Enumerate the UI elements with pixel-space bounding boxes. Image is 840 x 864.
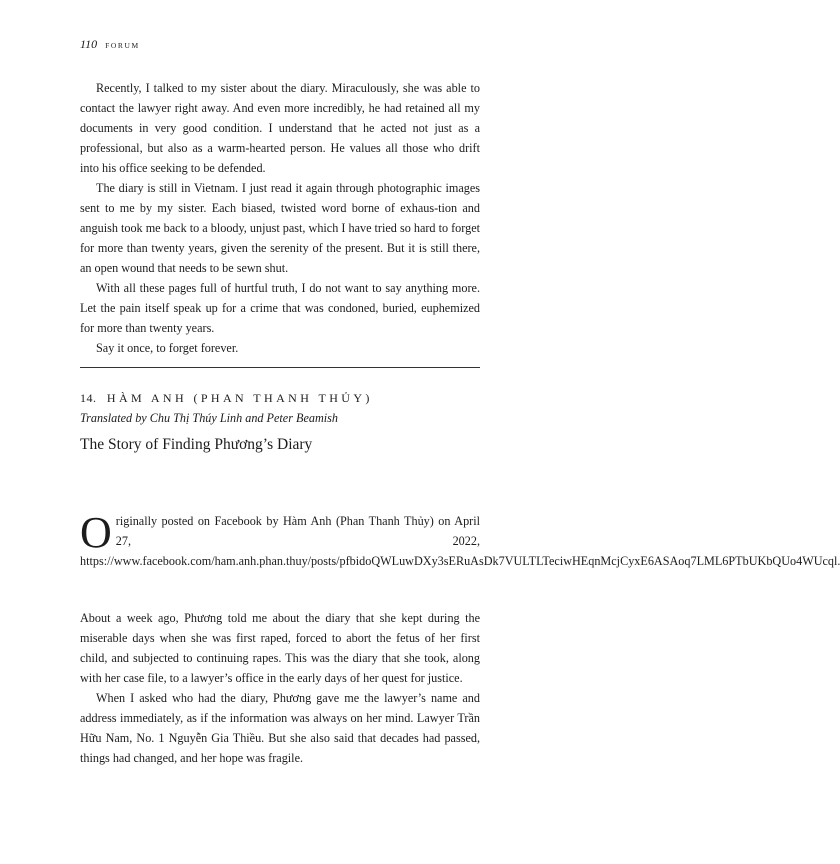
- opening-paragraph: [80, 508, 840, 571]
- top-text-block: [80, 78, 480, 358]
- section-title: FORUM: [105, 41, 140, 50]
- paragraph: Say it once, to forget forever.: [96, 341, 239, 355]
- page-number: 110: [80, 37, 98, 51]
- paragraph: When I asked who had the diary, Phương gave me the lawyer’s name and address immediately, as if the information was always on her mind. Lawyer Trần Hữu Nam, No. 1 Nguyễn Gia Thiều. But she also said that decades had passed, things had changed, and her hope was fragile.: [80, 691, 480, 765]
- chapter-number: 14.: [80, 391, 97, 405]
- story-title: The Story of Finding Phương’s Diary: [80, 436, 313, 453]
- chapter-author: HÀM ANH (PHAN THANH THỦY): [106, 391, 373, 405]
- chapter-heading: [80, 391, 373, 406]
- paragraph: Recently, I talked to my sister about the diary. Miraculously, she was able to contact the lawyer right away. And even more incredibly, he had retained all my documents in very good condition. I understand that he acted not just as a professional, but also as a warm-hearted person. He values all those who drift into his office seeking to be defended.: [80, 81, 480, 175]
- bottom-text-block: [80, 608, 480, 768]
- paragraph: With all these pages full of hurtful truth, I do not want to say anything more. Let the pain itself speak up for a crime that was condoned, buried, euphemized for more than twenty years.: [80, 281, 480, 335]
- paragraph: The diary is still in Vietnam. I just read it again through photographic images sent to me by my sister. Each biased, twisted word borne of exhaus-tion and anguish took me back to a bloody, unjust past, which I have tried so hard to forget for more than twenty years, given the serenity of the present. But it is still there, an open wound that needs to be sewn shut.: [80, 181, 480, 275]
- paragraph: About a week ago, Phương told me about the diary that she kept during the miserable days when she was first raped, forced to abort the fetus of her first child, and subjected to continuing rapes. This was the diary that she took, along with her case file, to a lawyer’s office in the early days of her quest for justice.: [80, 611, 480, 685]
- section-divider: [80, 367, 480, 368]
- running-head: [80, 37, 140, 52]
- opening-text: riginally posted on Facebook by Hàm Anh (Phan Thanh Thủy) on April 27, 2022, https://www.facebook.com/ham.anh.phan.thuy/posts/pfbidoQWLuwDXy3sERuAsDk7VULTLTeciwHEqnMcjCyxE6ASAoq7LML6PTbUKbQUo4WUcql.: [80, 514, 840, 568]
- drop-cap: O: [80, 508, 112, 557]
- translator-credit: Translated by Chu Thị Thúy Linh and Peter Beamish: [80, 411, 338, 425]
